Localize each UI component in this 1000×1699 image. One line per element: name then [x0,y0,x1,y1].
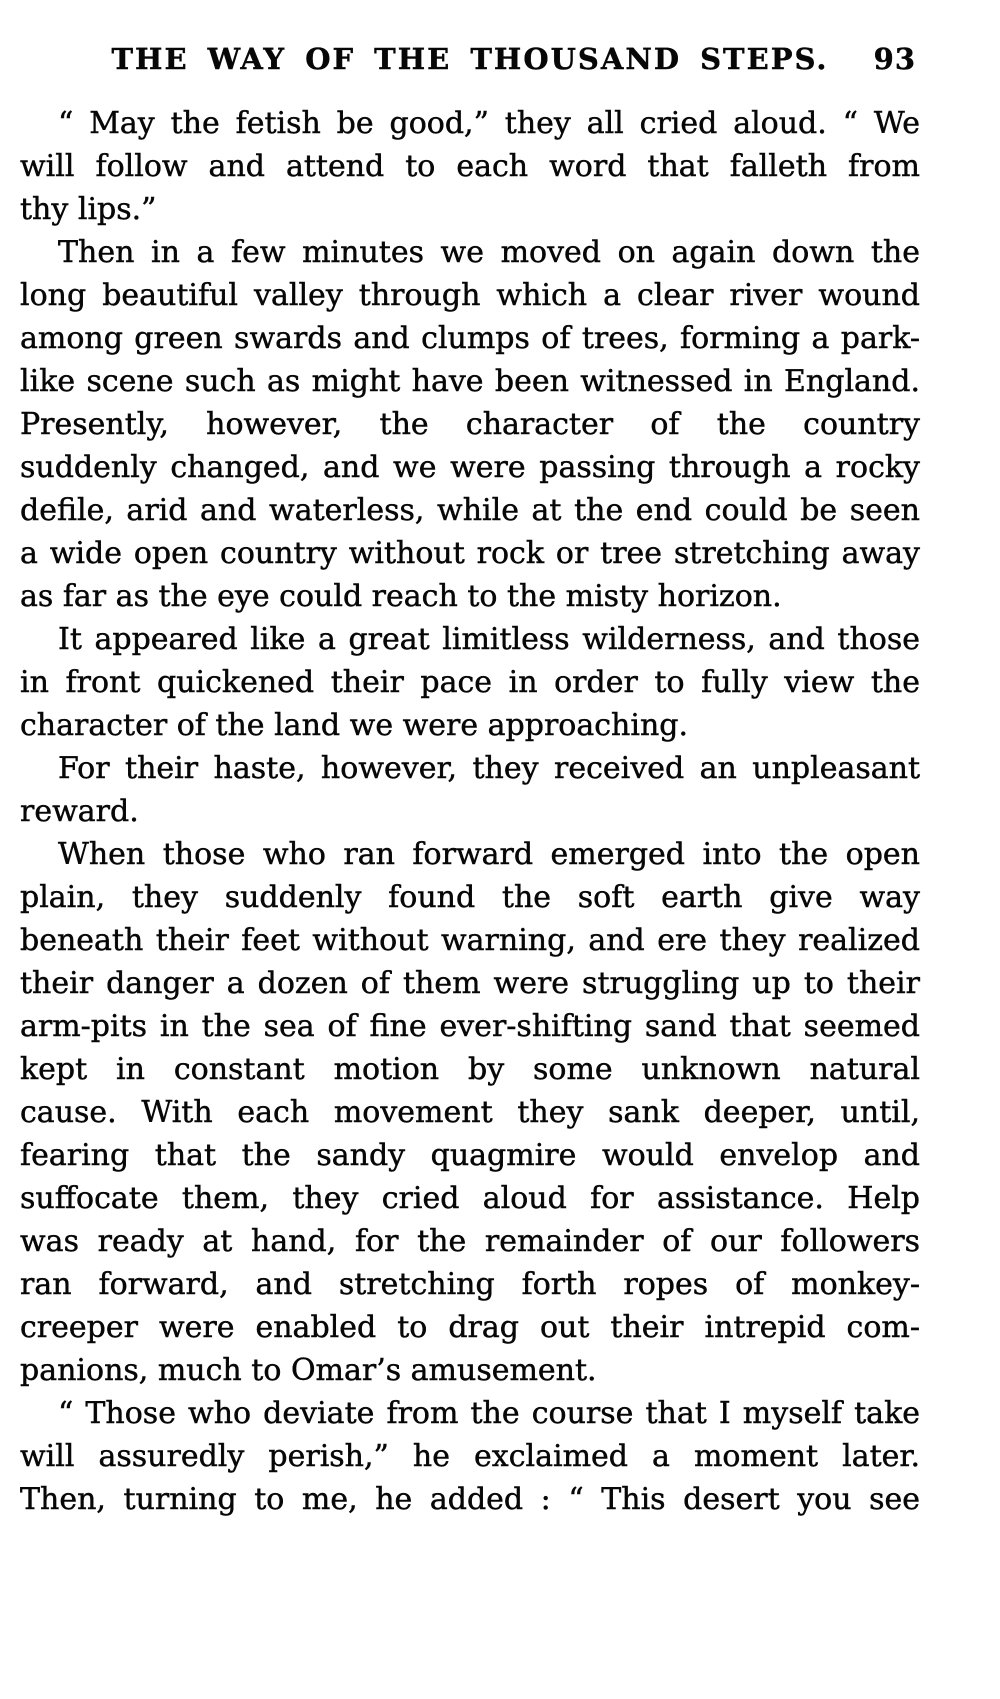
text-line: ran forward, and stretching forth ropes of monkey- [20,1267,920,1302]
text-line: reward. [20,794,139,829]
text-line: plain, they suddenly found the soft earth give way [20,880,920,915]
text-line: Presently, however, the character of the country [20,407,920,442]
text-line: their danger a dozen of them were struggling up to their [20,966,920,1001]
text-line: suffocate them, they cried aloud for assistance. Help [20,1181,920,1216]
text-line: arm-pits in the sea of fine ever-shifting sand that seemed [20,1009,920,1044]
text-line: “ Those who deviate from the course that I myself take [58,1396,920,1431]
text-line: panions, much to Omar’s amusement. [20,1353,597,1388]
text-line: It appeared like a great limitless wilderness, and those [58,622,920,657]
text-line: Then, turning to me, he added : “ This desert you see [20,1482,920,1517]
text-line: kept in constant motion by some unknown natural [20,1052,920,1087]
paragraph [20,833,920,1392]
paragraph [20,618,920,747]
text-line: as far as the eye could reach to the misty horizon. [20,579,782,614]
body-text [20,102,920,1521]
text-line: suddenly changed, and we were passing through a rocky [20,450,920,485]
text-line: long beautiful valley through which a clear river wound [20,278,920,313]
page-number: 93 [873,42,916,76]
text-line: a wide open country without rock or tree stretching away [20,536,920,571]
text-line: among green swards and clumps of trees, forming a park- [20,321,920,356]
paragraph [20,747,920,833]
text-line: beneath their feet without warning, and ere they realized [20,923,920,958]
text-line: cause. With each movement they sank deeper, until, [20,1095,920,1130]
running-head [20,42,920,82]
text-line: was ready at hand, for the remainder of our followers [20,1224,920,1259]
text-line: fearing that the sandy quagmire would envelop and [20,1138,920,1173]
text-line: thy lips.” [20,192,157,227]
text-line: Then in a few minutes we moved on again down the [58,235,920,270]
text-line: When those who ran forward emerged into the open [58,837,920,872]
text-line: in front quickened their pace in order to fully view the [20,665,920,700]
chapter-title: THE WAY OF THE THOUSAND STEPS. [111,42,829,76]
text-line: character of the land we were approaching. [20,708,689,743]
text-line: creeper were enabled to drag out their intrepid com- [20,1310,920,1345]
paragraph [20,1392,920,1521]
text-line: will follow and attend to each word that falleth from [20,149,920,184]
text-line: defile, arid and waterless, while at the end could be seen [20,493,920,528]
text-line: For their haste, however, they received an unpleasant [58,751,920,786]
text-line: will assuredly perish,” he exclaimed a moment later. [20,1439,920,1474]
paragraph [20,231,920,618]
text-line: like scene such as might have been witnessed in England. [20,364,920,399]
paragraph [20,102,920,231]
text-line: “ May the fetish be good,” they all cried aloud. “ We [58,106,920,141]
